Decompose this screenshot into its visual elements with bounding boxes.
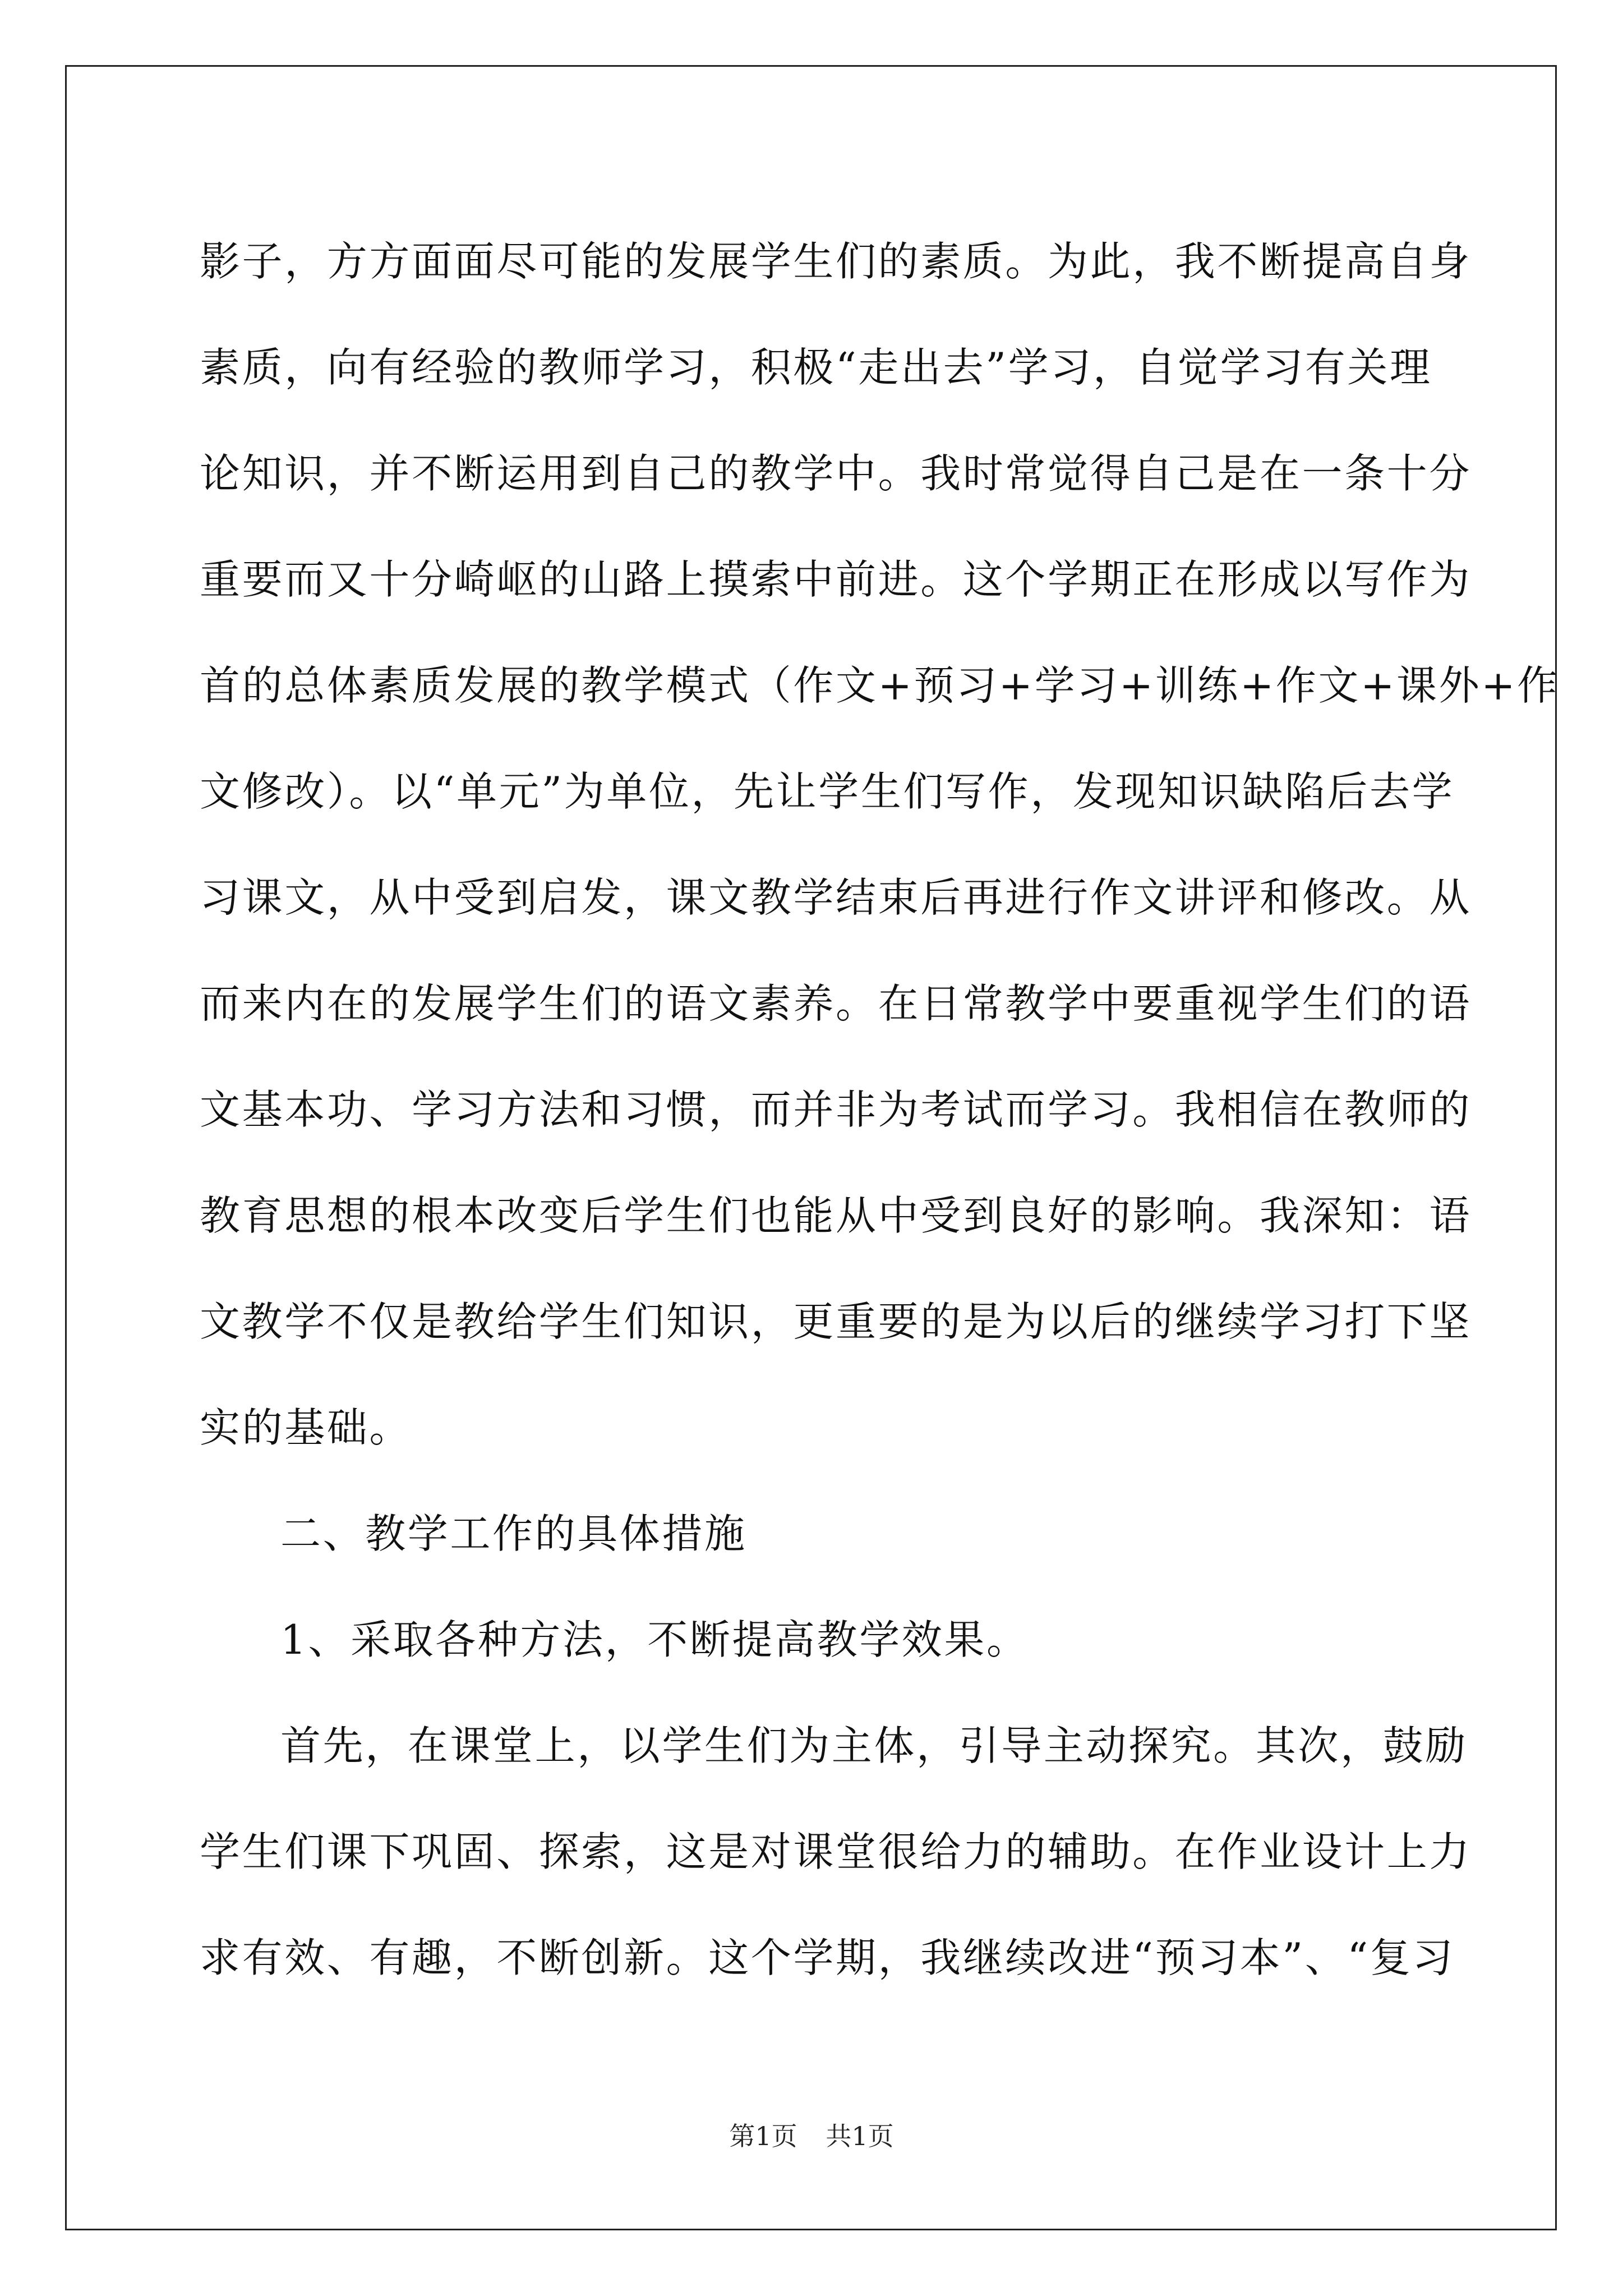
document-body [200, 209, 1560, 2011]
text-line: 论知识，并不断运用到自己的教学中。我时常觉得自己是在一条十分 [200, 450, 1472, 497]
text-line: 教育思想的根本改变后学生们也能从中受到良好的影响。我深知：语 [200, 1192, 1472, 1239]
text-line: 文基本功、学习方法和习惯，而并非为考试而学习。我相信在教师的 [200, 1086, 1472, 1133]
text-line: 素质，向有经验的教师学习，积极“走出去”学习，自觉学习有关理 [200, 344, 1432, 391]
paragraph-2 [200, 1693, 1472, 2011]
sub-heading: 1、采取各种方法，不断提高教学效果。 [280, 1616, 1029, 1663]
section-heading: 二、教学工作的具体措施 [280, 1510, 747, 1557]
text-line: 文教学不仅是教给学生们知识，更重要的是为以后的继续学习打下坚 [200, 1298, 1472, 1345]
text-line: 首的总体素质发展的教学模式（作文+预习+学习+训练+作文+课外+作 [200, 662, 1560, 709]
text-line: 文修改）。以“单元”为单位，先让学生们写作，发现知识缺陷后去学 [200, 768, 1455, 815]
text-line: 影子，方方面面尽可能的发展学生们的素质。为此，我不断提高自身 [200, 238, 1472, 285]
text-line: 学生们课下巩固、探索，这是对课堂很给力的辅助。在作业设计上力 [200, 1828, 1472, 1875]
page-number: 第1页 [729, 2121, 797, 2151]
page-footer [0, 2116, 1623, 2153]
text-line: 习课文，从中受到启发，课文教学结束后再进行作文讲评和修改。从 [200, 874, 1472, 921]
text-line: 首先，在课堂上，以学生们为主体，引导主动探究。其次，鼓励 [280, 1722, 1468, 1769]
page-total: 共1页 [826, 2121, 894, 2151]
paragraph-1 [200, 209, 1560, 1481]
text-line: 实的基础。 [200, 1404, 412, 1451]
text-line: 而来内在的发展学生们的语文素养。在日常教学中要重视学生们的语 [200, 980, 1472, 1027]
text-line: 重要而又十分崎岖的山路上摸索中前进。这个学期正在形成以写作为 [200, 556, 1472, 603]
text-line: 求有效、有趣，不断创新。这个学期，我继续改进“预习本”、“复习 [200, 1934, 1455, 1981]
